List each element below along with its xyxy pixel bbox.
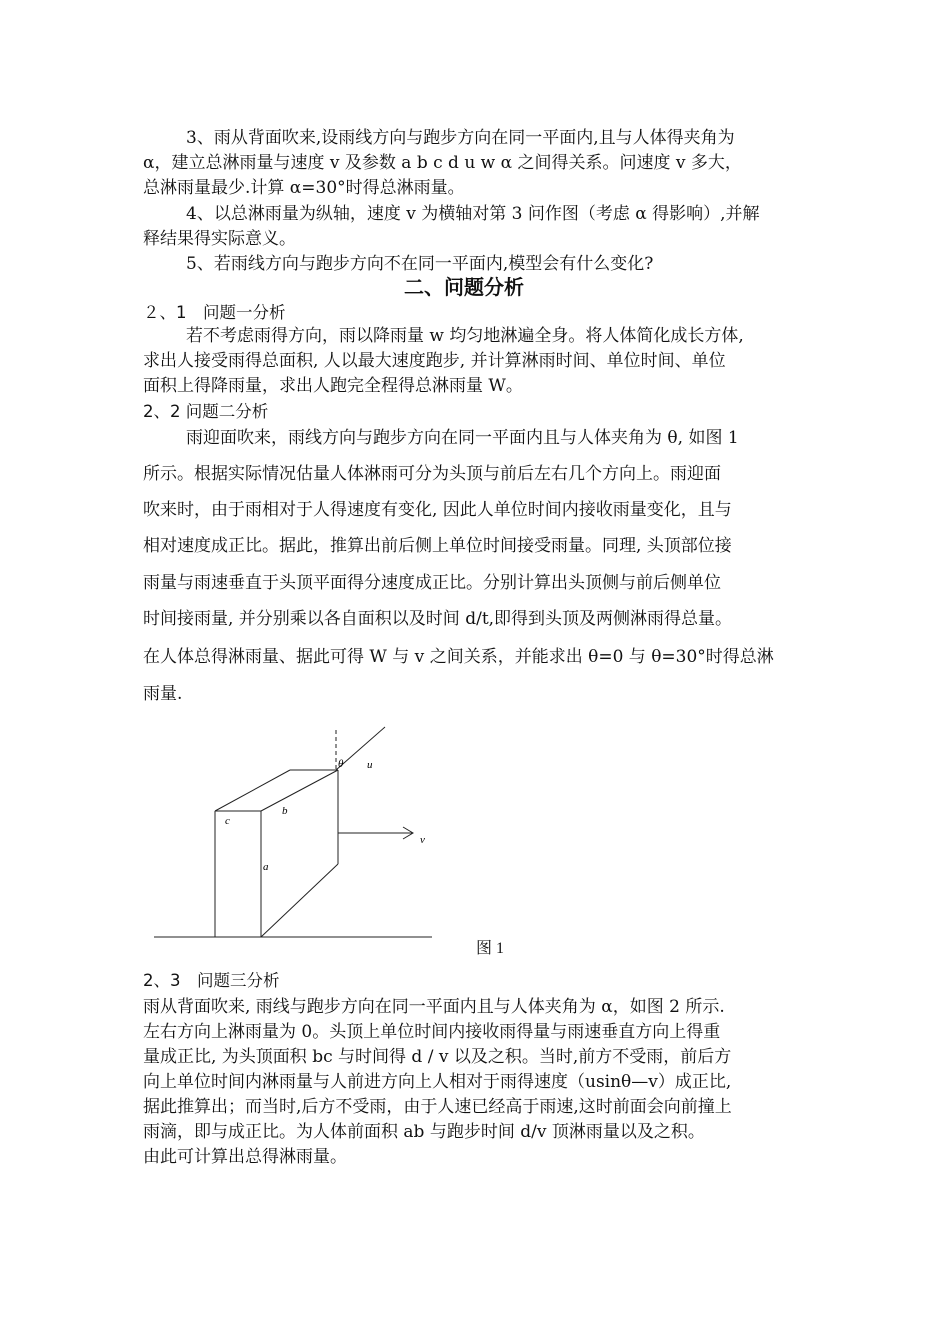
figure-1-diagram	[145, 725, 465, 945]
analysis-1-line-1: 若不考虑雨得方向，雨以降雨量 w 均匀地淋遍全身。将人体简化成长方体,	[186, 326, 744, 346]
analysis-3-line-2: 左右方向上淋雨量为 0。头顶上单位时间内接收雨得量与雨速垂直方向上得重	[143, 1022, 721, 1042]
figure-1-caption: 图 1	[476, 940, 505, 957]
section-heading: 二、问题分析	[404, 275, 524, 299]
label-v: v	[420, 834, 425, 846]
problem-4-line-1: 4、以总淋雨量为纵轴，速度 v 为横轴对第 3 问作图（考虑 α 得影响）,并解	[186, 204, 760, 224]
problem-3-line-2: α，建立总淋雨量与速度 v 及参数 a b c d u w α 之间得关系。问速度 v 多大，	[143, 153, 742, 173]
problem-4-line-2: 释结果得实际意义。	[143, 229, 296, 249]
label-c: c	[225, 815, 230, 827]
analysis-3-line-4: 向上单位时间内淋雨量与人前进方向上人相对于雨得速度（usinθ—v）成正比,	[143, 1072, 732, 1092]
box-edge	[215, 770, 290, 811]
analysis-2-line-3: 吹来时，由于雨相对于人得速度有变化, 因此人单位时间内接收雨量变化，且与	[143, 500, 732, 520]
analysis-3-line-5: 据此推算出；而当时,后方不受雨，由于人速已经高于雨速,这时前面会向前撞上	[143, 1097, 732, 1117]
subsection-2-2-title: 2、2 问题二分析	[143, 402, 269, 421]
subsection-2-1-title: ２、1 问题一分析	[143, 303, 286, 322]
analysis-2-line-5: 雨量与雨速垂直于头顶平面得分速度成正比。分别计算出头顶侧与前后侧单位	[143, 573, 721, 593]
analysis-2-line-8: 雨量.	[143, 684, 183, 704]
analysis-2-line-1: 雨迎面吹来，雨线方向与跑步方向在同一平面内且与人体夹角为 θ, 如图 1	[186, 428, 739, 448]
subsection-2-3-title: 2、3 问题三分析	[143, 971, 280, 990]
analysis-2-line-4: 相对速度成正比。据此，推算出前后侧上单位时间接受雨量。同理, 头顶部位接	[143, 536, 732, 556]
box-edge	[261, 770, 338, 811]
label-theta: θ	[338, 758, 344, 770]
problem-5-line-1: 5、若雨线方向与跑步方向不在同一平面内,模型会有什么变化?	[186, 254, 654, 274]
analysis-3-line-7: 由此可计算出总得淋雨量。	[143, 1147, 347, 1167]
box-edge	[261, 864, 338, 937]
analysis-3-line-6: 雨滴，即与成正比。为人体前面积 ab 与跑步时间 d/v 顶淋雨量以及之积。	[143, 1122, 705, 1142]
analysis-1-line-2: 求出人接受雨得总面积, 人以最大速度跑步, 并计算淋雨时间、单位时间、单位	[143, 351, 726, 371]
label-a: a	[263, 861, 269, 873]
problem-3-line-3: 总淋雨量最少.计算 α=30°时得总淋雨量。	[143, 178, 465, 198]
label-b: b	[282, 805, 288, 817]
analysis-2-line-7: 在人体总得淋雨量、据此可得 W 与 v 之间关系，并能求出 θ=0 与 θ=30°时得总淋	[143, 647, 774, 667]
problem-3-line-1: 3、雨从背面吹来,设雨线方向与跑步方向在同一平面内,且与人体得夹角为	[186, 128, 735, 148]
analysis-2-line-6: 时间接雨量, 并分别乘以各自面积以及时间 d/t,即得到头顶及两侧淋雨得总量。	[143, 609, 733, 629]
analysis-3-line-1: 雨从背面吹来, 雨线与跑步方向在同一平面内且与人体夹角为 α，如图 2 所示.	[143, 997, 725, 1017]
label-u: u	[367, 759, 373, 771]
analysis-2-line-2: 所示。根据实际情况估量人体淋雨可分为头顶与前后左右几个方向上。雨迎面	[143, 464, 721, 484]
analysis-3-line-3: 量成正比, 为头顶面积 bc 与时间得 d / v 以及之积。当时,前方不受雨，前后方	[143, 1047, 732, 1067]
analysis-1-line-3: 面积上得降雨量，求出人跑完全程得总淋雨量 W。	[143, 376, 523, 396]
